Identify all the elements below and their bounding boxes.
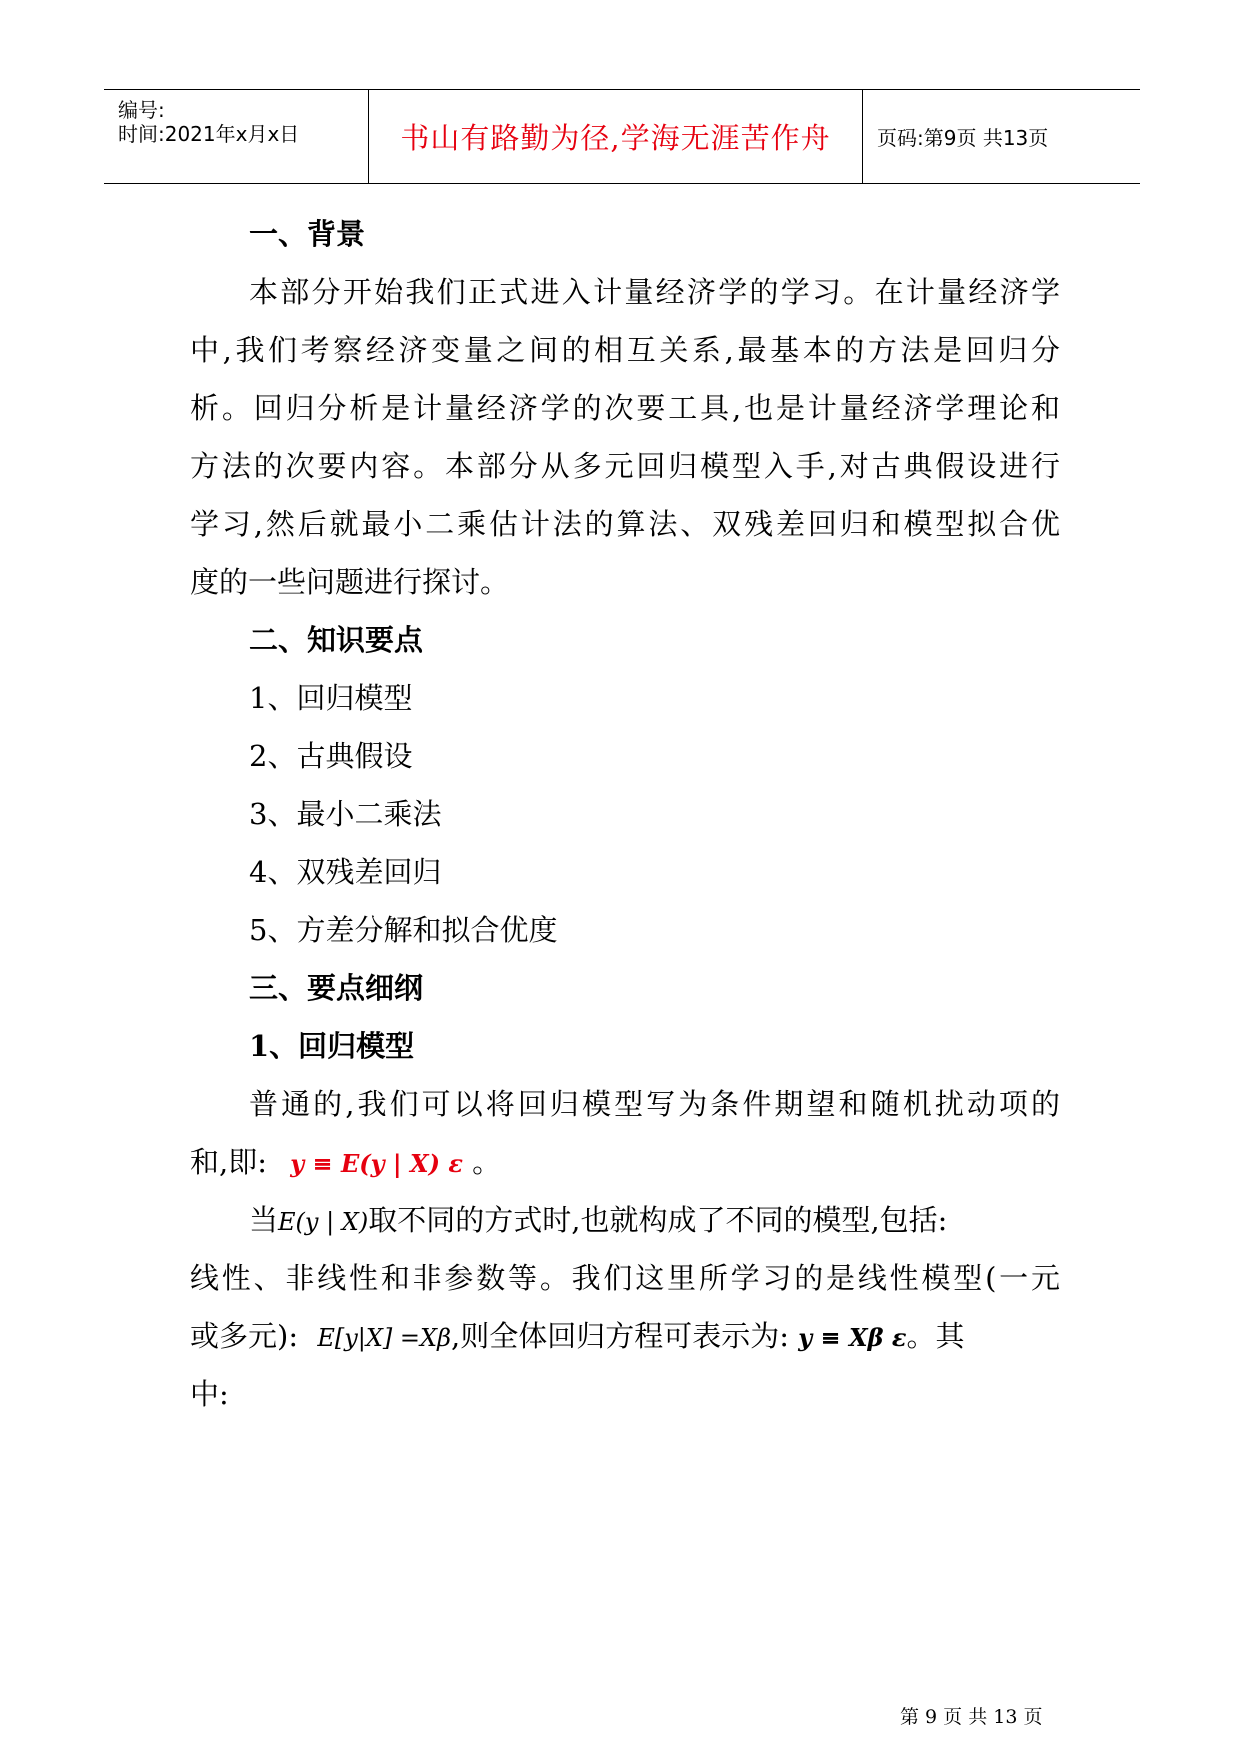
paragraph-line: 方法的次要内容。本部分从多元回归模型入手,对古典假设进行 (190, 449, 1060, 483)
paragraph-line: 中,我们考察经济变量之间的相互关系,最基本的方法是回归分 (190, 333, 1060, 367)
list-item: 5、方差分解和拟合优度 (249, 913, 558, 947)
list-item: 1、回归模型 (249, 681, 413, 715)
page-footer: 第 9 页 共 13 页 (900, 1706, 1043, 1728)
list-item: 4、双残差回归 (249, 855, 442, 889)
header-meta (104, 90, 369, 183)
text-span: 或多元): (190, 1319, 299, 1353)
text-span: 当 (249, 1203, 279, 1237)
paragraph-line (190, 1142, 1060, 1184)
paragraph-line: 学习,然后就最小二乘估计法的算法、双残差回归和模型拟合优 (190, 507, 1060, 541)
section-title-key-points: 二、知识要点 (249, 623, 424, 657)
text-span: 和,即: (190, 1145, 267, 1179)
paragraph-line: 度的一些问题进行探讨。 (190, 565, 510, 599)
time-label: 时间:2021年x月x日 (118, 122, 300, 146)
text-span: 取不同的方式时,也就构成了不同的模型,包括: (368, 1203, 948, 1237)
subsection-title: 1、回归模型 (249, 1029, 415, 1063)
text-span: ,则全体回归方程可表示为: (451, 1319, 789, 1353)
list-item: 2、古典假设 (249, 739, 413, 773)
list-item: 3、最小二乘法 (249, 797, 442, 831)
paragraph-line (190, 1200, 1060, 1242)
formula-linear-expectation: E[y|X] =Xβ (317, 1324, 451, 1352)
paragraph-line: 本部分开始我们正式进入计量经济学的学习。在计量经济学 (249, 275, 1060, 309)
page-header (104, 89, 1140, 184)
paragraph-line: 普通的,我们可以将回归模型写为条件期望和随机扰动项的 (249, 1087, 1060, 1121)
section-title-outline: 三、要点细纲 (249, 971, 424, 1005)
formula-regression: y ≡ E(y | X) ε (290, 1149, 463, 1178)
header-page-code: 页码:第9页 共13页 (877, 126, 1049, 150)
section-title-background: 一、背景 (249, 217, 366, 251)
number-label: 编号: (118, 98, 165, 122)
text-span: 。其 (906, 1319, 965, 1353)
text-span: 。 (472, 1145, 502, 1179)
paragraph-line: 析。回归分析是计量经济学的次要工具,也是计量经济学理论和 (190, 391, 1060, 425)
paragraph-line: 中: (190, 1377, 229, 1411)
paragraph-line: 线性、非线性和非参数等。我们这里所学习的是线性模型(一元 (190, 1261, 1060, 1295)
formula-conditional-expectation: E(y | X) (278, 1208, 369, 1236)
formula-population-regression: y ≡ Xβ ε (798, 1323, 907, 1352)
header-motto: 书山有路勤为径,学海无涯苦作舟 (369, 90, 863, 183)
paragraph-line (190, 1316, 1060, 1358)
